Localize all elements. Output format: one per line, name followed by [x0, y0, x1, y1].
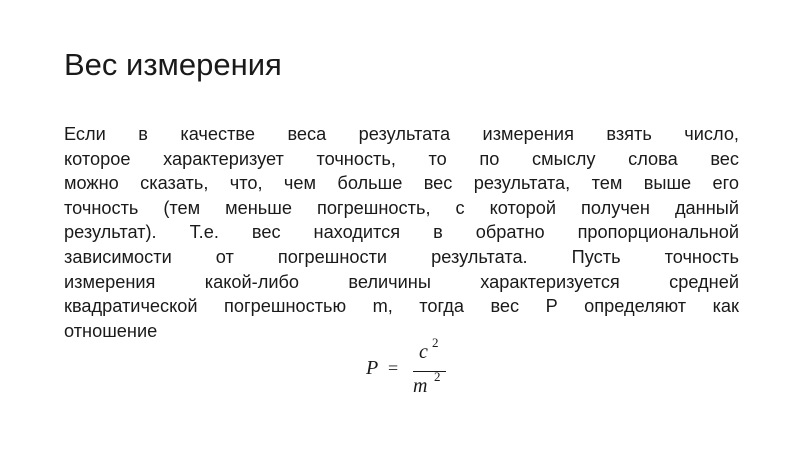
slide-title: Вес измерения	[64, 47, 282, 82]
paragraph-line: квадратической погрешностью m, тогда вес Р определяют как	[64, 296, 739, 317]
formula-lhs: P	[366, 357, 379, 379]
paragraph-line: точность (тем меньше погрешность, с которой получен данный	[64, 197, 739, 218]
formula-equals: =	[388, 358, 399, 378]
formula-numerator: c	[419, 341, 428, 363]
formula-numerator-exponent: 2	[432, 335, 439, 350]
paragraph-line: измерения какой-либо величины характеризуется средней	[64, 271, 739, 292]
paragraph-line: результат). Т.е. вес находится в обратно пропорциональной	[64, 222, 739, 243]
paragraph-line: зависимости от погрешности результата. Пусть точность	[64, 246, 739, 267]
body-paragraph	[64, 122, 739, 343]
paragraph-line: отношение	[64, 320, 158, 341]
formula-denominator-exponent: 2	[434, 369, 441, 384]
paragraph-line: Если в качестве веса результата измерения взять число,	[64, 124, 739, 144]
paragraph-line: можно сказать, что, чем больше вес результата, тем выше его	[64, 173, 739, 194]
fraction-bar	[413, 371, 446, 372]
paragraph-line: которое характеризует точность, то по смыслу слова вес	[64, 148, 739, 169]
formula-denominator: m	[413, 375, 428, 397]
weight-formula	[366, 335, 456, 405]
